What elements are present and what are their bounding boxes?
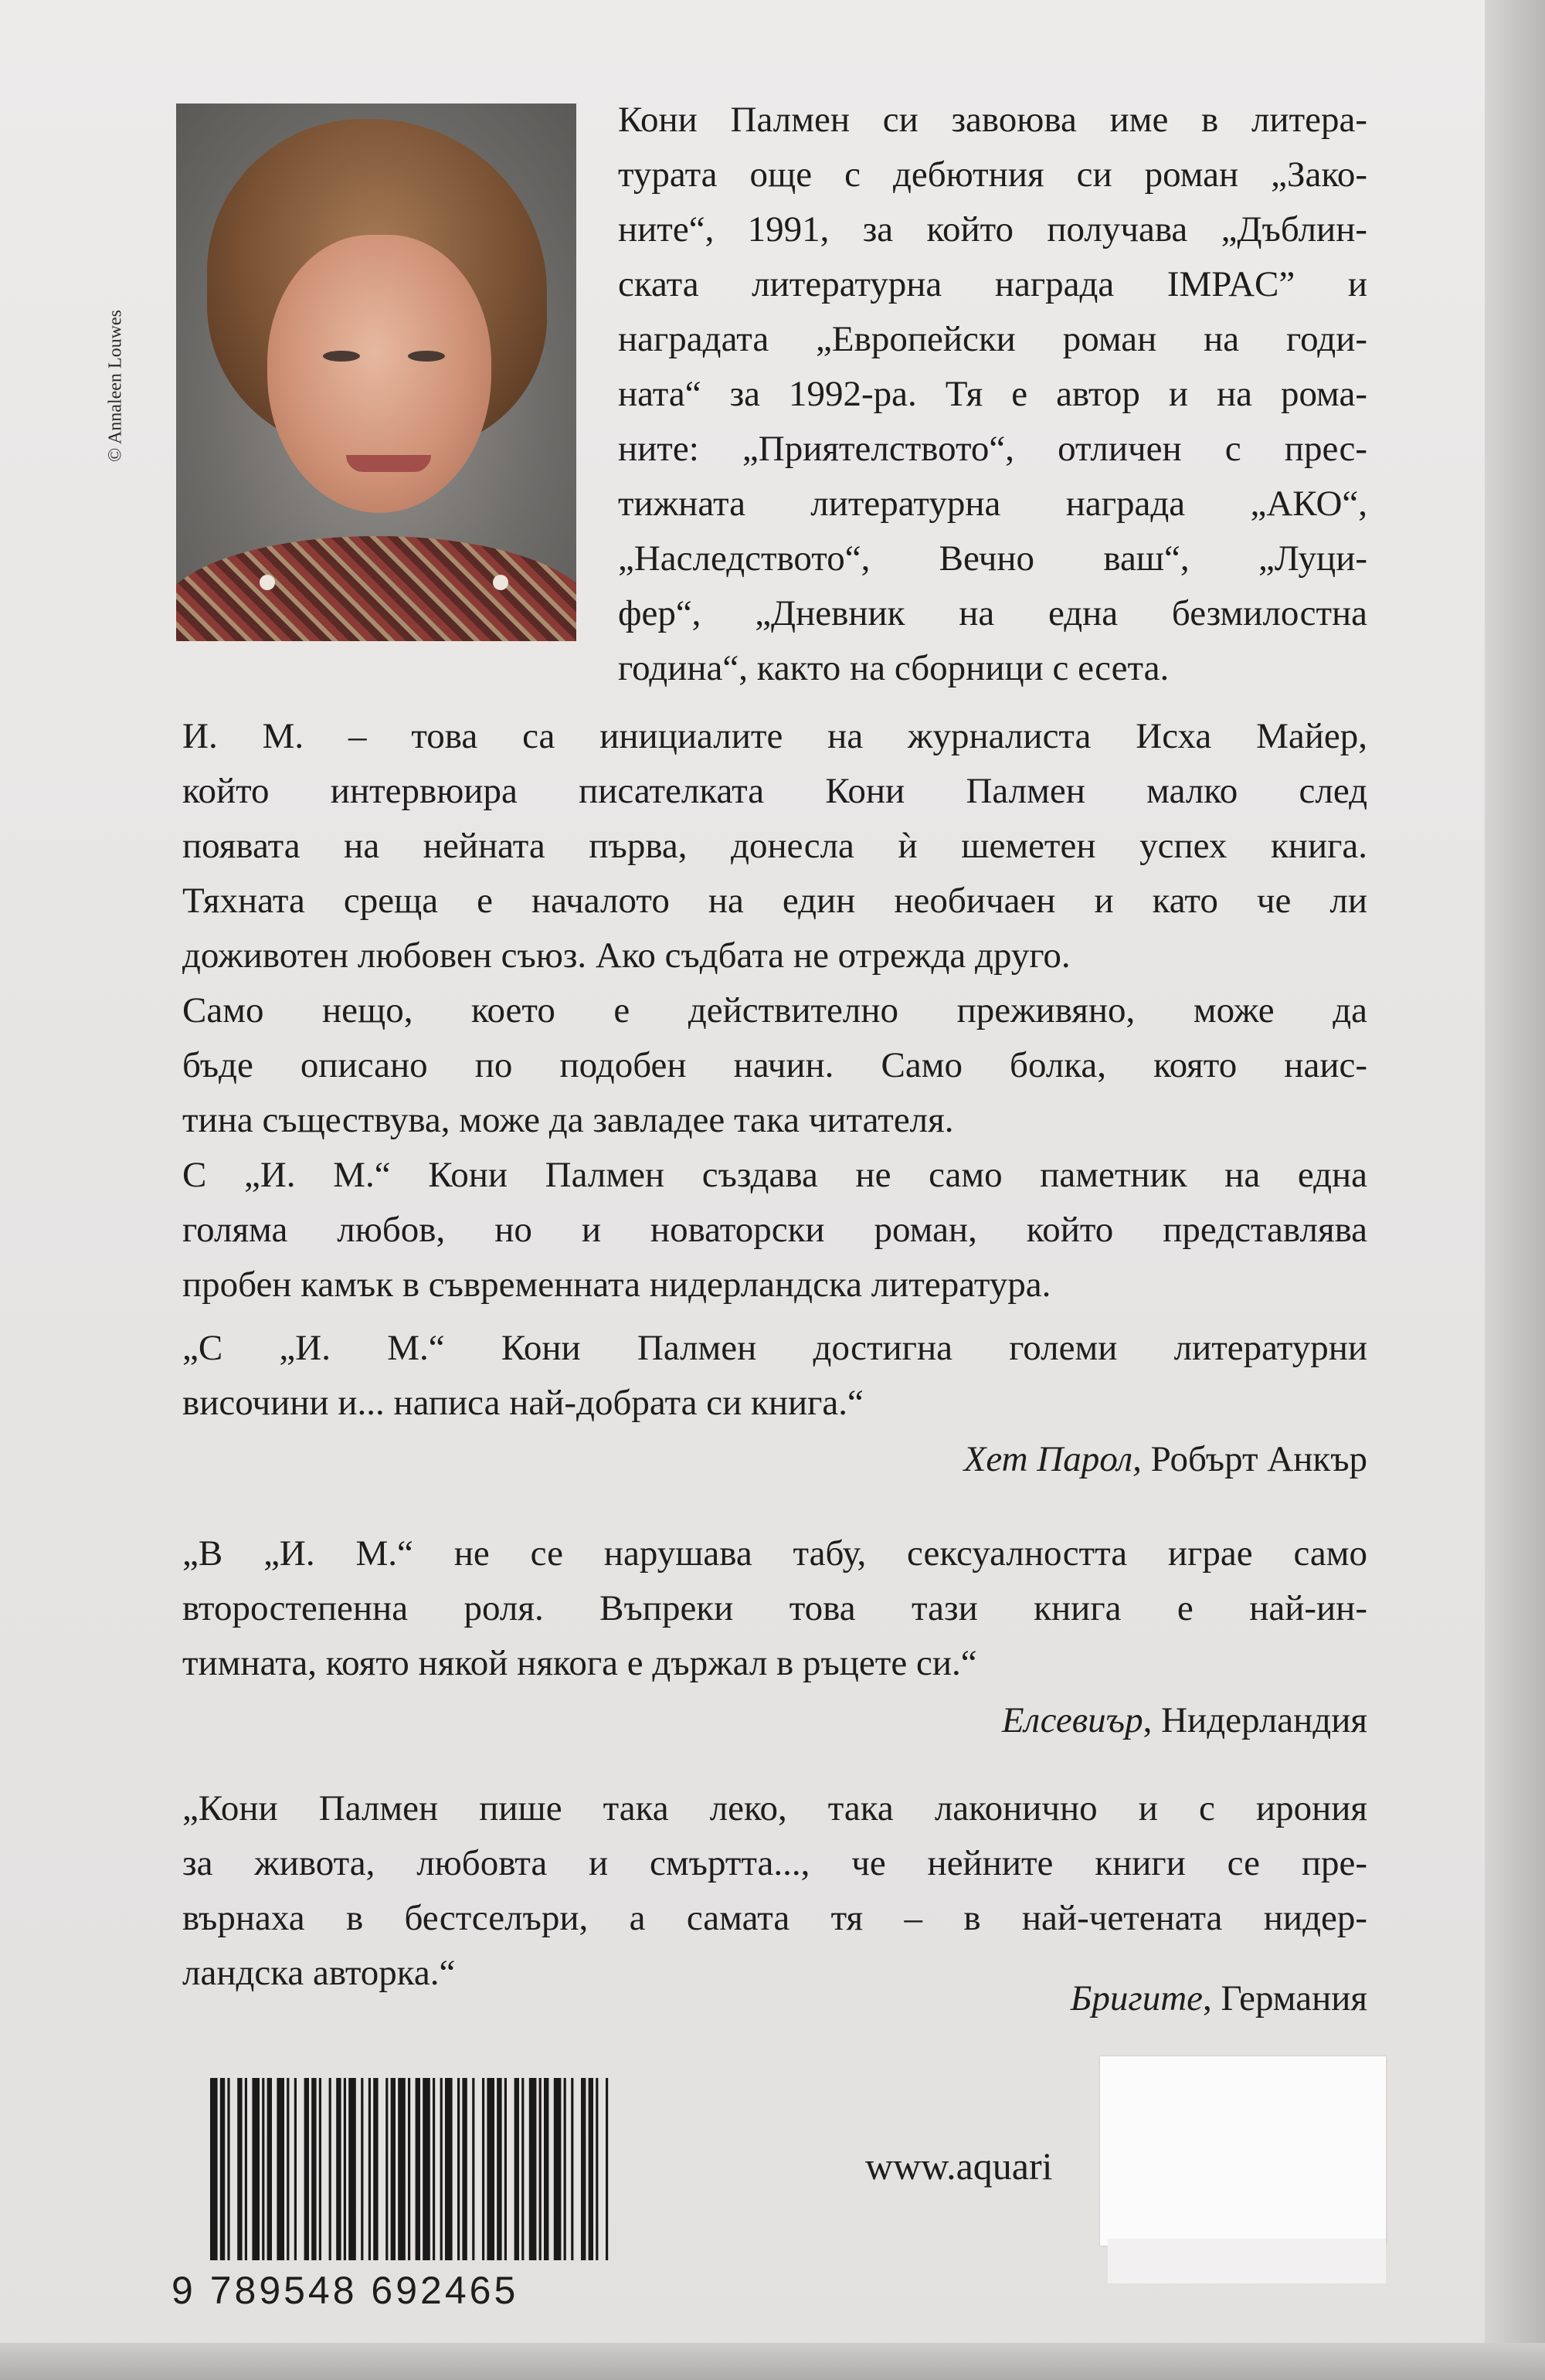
barcode-bar [277, 2078, 284, 2260]
barcode-bar [398, 2078, 406, 2260]
barcode-bar [368, 2078, 371, 2260]
quote-source: Бригите [1070, 1978, 1204, 2018]
isbn-barcode [171, 2078, 635, 2316]
barcode-bar [252, 2078, 260, 2260]
bio-line: фер“, „Дневник на една безмилостна [618, 593, 1367, 633]
barcode-bar [237, 2078, 242, 2260]
barcode-bar [606, 2078, 608, 2260]
barcode-bar [445, 2078, 453, 2260]
description-line: бъде описано по подобен начин. Само болка, която наис- [182, 1045, 1367, 1085]
quote-source: Елсевиър [1001, 1700, 1143, 1740]
barcode-bar [220, 2078, 225, 2260]
description-line: доживотен любовен съюз. Ако съдбата не отрежда друго. [182, 935, 1071, 976]
barcode-bar [472, 2078, 474, 2260]
barcode-bar [336, 2078, 341, 2260]
author-photo [176, 104, 576, 641]
barcode-bar [440, 2078, 443, 2260]
quote-attribution [1071, 1978, 1367, 2019]
barcode-bar [539, 2078, 542, 2260]
barcode-bar [245, 2078, 247, 2260]
barcode-bar [227, 2078, 229, 2260]
bio-line: ните“, 1991, за който получава „Дъблин- [618, 209, 1367, 250]
barcode-bar [487, 2078, 494, 2260]
barcode-bar [596, 2078, 598, 2260]
description-line: Тяхната среща е началото на един необичаен и като че ли [182, 881, 1367, 921]
barcode-bar [504, 2078, 507, 2260]
barcode-bar [416, 2078, 420, 2260]
quote-author: , Германия [1203, 1978, 1367, 2018]
review-quote [182, 1321, 1367, 1431]
barcode-bar [311, 2078, 316, 2260]
barcode-bar [497, 2078, 501, 2260]
barcode-bar [262, 2078, 264, 2260]
quote-line: „Кони Палмен пише така леко, така лаконично и с ирония [182, 1788, 1367, 1828]
barcode-bar [361, 2078, 363, 2260]
bio-line: Кони Палмен си завоюва име в литера- [618, 100, 1367, 140]
quote-line: второстепенна роля. Въпреки това тази книга е най-ин- [182, 1588, 1367, 1628]
review-quote [182, 1781, 1367, 2001]
barcode-digits: 9 789548 692465 [171, 2269, 519, 2312]
bio-line: година“, както на сборници с есета. [618, 648, 1170, 688]
quote-author: , Нидерландия [1143, 1700, 1367, 1740]
barcode-bar [544, 2078, 548, 2260]
barcode-bar [391, 2078, 396, 2260]
barcode-bar [589, 2078, 593, 2260]
barcode-bar [373, 2078, 378, 2260]
bio-line: тижната литературна награда „АКО“, [618, 484, 1367, 524]
description-line: появата на нейната първа, донесла ѝ шеметен успех книга. [182, 826, 1367, 866]
description-line: С „И. М.“ Кони Палмен създава не само паметник на една [182, 1155, 1367, 1195]
review-quote [182, 1526, 1367, 1691]
description-line: голяма любов, но и новаторски роман, който представлява [182, 1210, 1367, 1250]
author-bio [618, 93, 1367, 696]
quote-author: Робърт Анкър [1141, 1439, 1367, 1479]
description-line: пробен камък в съвременната нидерландска литература. [182, 1265, 1051, 1305]
bio-line: турата още с дебютния си роман „Зако- [618, 154, 1367, 195]
barcode-bar [423, 2078, 430, 2260]
barcode-bar [344, 2078, 346, 2260]
quote-line: върнаха в бестселъри, а самата тя – в най-четената нидер- [182, 1898, 1367, 1938]
bio-line: ните: „Приятелството“, отличен с прес- [618, 429, 1367, 469]
quote-line: ландска авторка.“ [182, 1953, 456, 1993]
quote-line: „В „И. М.“ не се нарушава табу, сексуалността играе само [182, 1533, 1367, 1574]
barcode-bar [329, 2078, 331, 2260]
description-line: И. М. – това са инициалите на журналиста Исха Майер, [182, 716, 1367, 756]
description-line: тина съществува, може да завладее така читателя. [182, 1100, 954, 1140]
barcode-bar [294, 2078, 297, 2260]
barcode-bar [385, 2078, 388, 2260]
barcode-bar [319, 2078, 321, 2260]
barcode-bar [462, 2078, 467, 2260]
barcode-bar [521, 2078, 524, 2260]
photo-credit: © Annaleen Louwes [105, 310, 126, 462]
bio-line: наградата „Европейски роман на годи- [618, 319, 1367, 359]
cover-edge [1485, 0, 1545, 2380]
barcode-bars [207, 2078, 624, 2263]
barcode-bar [433, 2078, 435, 2260]
quote-line: тимната, която някой някога е държал в ръцете си.“ [182, 1643, 977, 1683]
quote-line: височини и... написа най-добрата си книга.“ [182, 1383, 864, 1423]
barcode-bar [564, 2078, 566, 2260]
barcode-bar [571, 2078, 573, 2260]
barcode-bar [482, 2078, 484, 2260]
publisher-website: www.aquari [865, 2144, 1053, 2188]
bio-line: ната“ за 1992-ра. Тя е автор и на рома- [618, 374, 1367, 414]
barcode-bar [457, 2078, 460, 2260]
description-line: Само нещо, което е действително преживяно, може да [182, 990, 1367, 1030]
barcode-bar [210, 2078, 218, 2260]
description-line: който интервюира писателката Кони Палмен малко след [182, 771, 1367, 811]
barcode-bar [267, 2078, 272, 2260]
quote-line: „С „И. М.“ Кони Палмен достигна големи литературни [182, 1328, 1367, 1368]
sticker-strip [1108, 2239, 1386, 2283]
barcode-bar [287, 2078, 289, 2260]
price-sticker [1100, 2056, 1386, 2246]
barcode-bar [304, 2078, 309, 2260]
quote-attribution [964, 1438, 1367, 1480]
barcode-bar [514, 2078, 519, 2260]
barcode-bar [529, 2078, 537, 2260]
cover-edge-bottom [0, 2343, 1545, 2380]
barcode-bar [348, 2078, 356, 2260]
quote-source: Хет Парол, [963, 1439, 1142, 1479]
bio-line: „Наследството“, Вечно ваш“, „Луци- [618, 538, 1367, 579]
book-description [182, 709, 1367, 1312]
barcode-bar [554, 2078, 562, 2260]
quote-line: за живота, любовта и смъртта..., че нейните книги се пре- [182, 1843, 1367, 1883]
bio-line: ската литературна награда IMPAC” и [618, 264, 1367, 304]
barcode-bar [581, 2078, 586, 2260]
barcode-bar [408, 2078, 410, 2260]
quote-attribution [1002, 1699, 1367, 1741]
